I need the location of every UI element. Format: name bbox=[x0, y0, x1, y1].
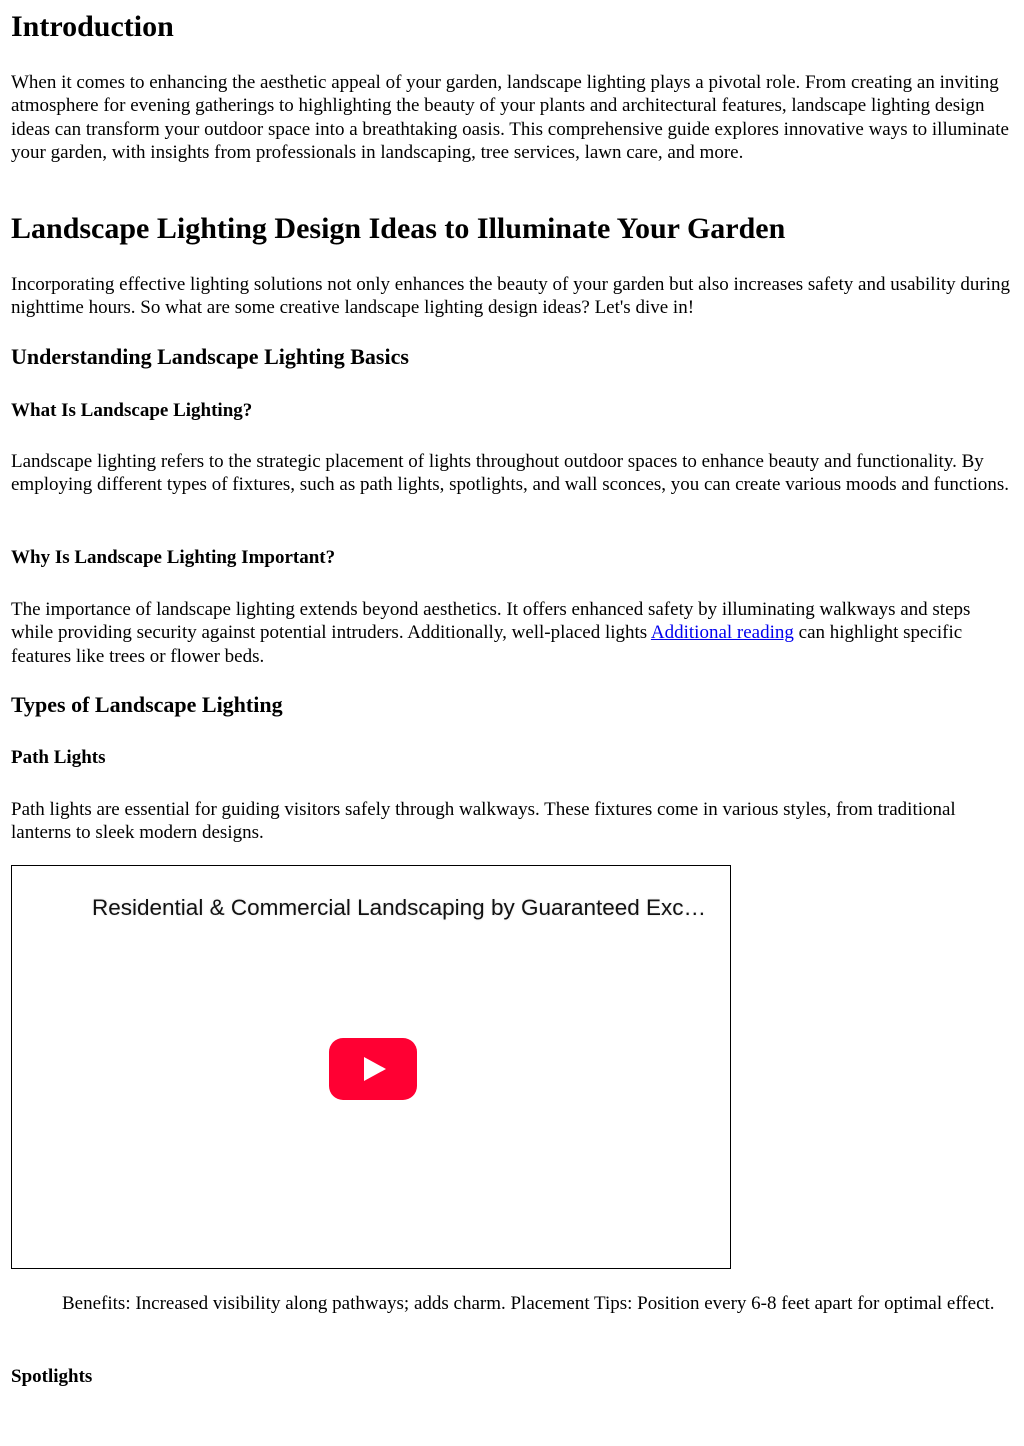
main-paragraph: Incorporating effective lighting solutions not only enhances the beauty of your garden but also increases safety and usability during nighttime hours. So what are some creative landscape lighting design ideas? Let's dive in! bbox=[11, 274, 1010, 319]
main-heading: Landscape Lighting Design Ideas to Illuminate Your Garden bbox=[11, 212, 786, 245]
intro-paragraph: When it comes to enhancing the aesthetic appeal of your garden, landscape lighting plays a pivotal role. From creating an inviting atmosphere for evening gatherings to highlighting the beauty of your plants and architectural features, landscape lighting design ideas can transform your outdoor space into a breathtaking oasis. This comprehensive guide explores innovative ways to illuminate your garden, with insights from professionals in landscaping, tree services, lawn care, and more. bbox=[11, 72, 1009, 163]
path-lights-paragraph: Path lights are essential for guiding visitors safely through walkways. These fixtures come in various styles, from traditional lanterns to sleek modern designs. bbox=[11, 799, 956, 844]
path-lights-tips: Benefits: Increased visibility along pathways; adds charm. Placement Tips: Position every 6-8 feet apart for optimal effect. bbox=[62, 1293, 995, 1314]
what-paragraph: Landscape lighting refers to the strategic placement of lights throughout outdoor spaces to enhance beauty and functionality. By employing different types of fixtures, such as path lights, spotlights, and wall sconces, you can create various moods and functions. bbox=[11, 451, 1009, 496]
video-title[interactable]: Residential & Commercial Landscaping by Guaranteed Exc… bbox=[92, 895, 707, 920]
spotlights-heading: Spotlights bbox=[11, 1366, 93, 1387]
what-heading: What Is Landscape Lighting? bbox=[11, 400, 253, 421]
additional-reading-link[interactable]: Additional reading bbox=[650, 622, 794, 644]
why-paragraph-text-1: The importance of landscape lighting extends beyond aesthetics. It offers enhanced safety by illuminating walkways and steps while providing security against potential intruders. Additionally, well-placed lights bbox=[11, 599, 971, 644]
path-lights-heading: Path Lights bbox=[11, 747, 106, 768]
why-paragraph bbox=[11, 598, 1016, 668]
why-paragraph-text-2: can highlight specific features like trees or flower beds. bbox=[11, 622, 963, 667]
play-triangle-icon bbox=[329, 1038, 417, 1100]
video-embed[interactable] bbox=[11, 865, 731, 1269]
types-heading: Types of Landscape Lighting bbox=[11, 692, 283, 717]
basics-heading: Understanding Landscape Lighting Basics bbox=[11, 344, 409, 369]
intro-heading: Introduction bbox=[11, 10, 174, 43]
why-heading: Why Is Landscape Lighting Important? bbox=[11, 547, 336, 568]
youtube-play-icon[interactable] bbox=[329, 1038, 417, 1100]
